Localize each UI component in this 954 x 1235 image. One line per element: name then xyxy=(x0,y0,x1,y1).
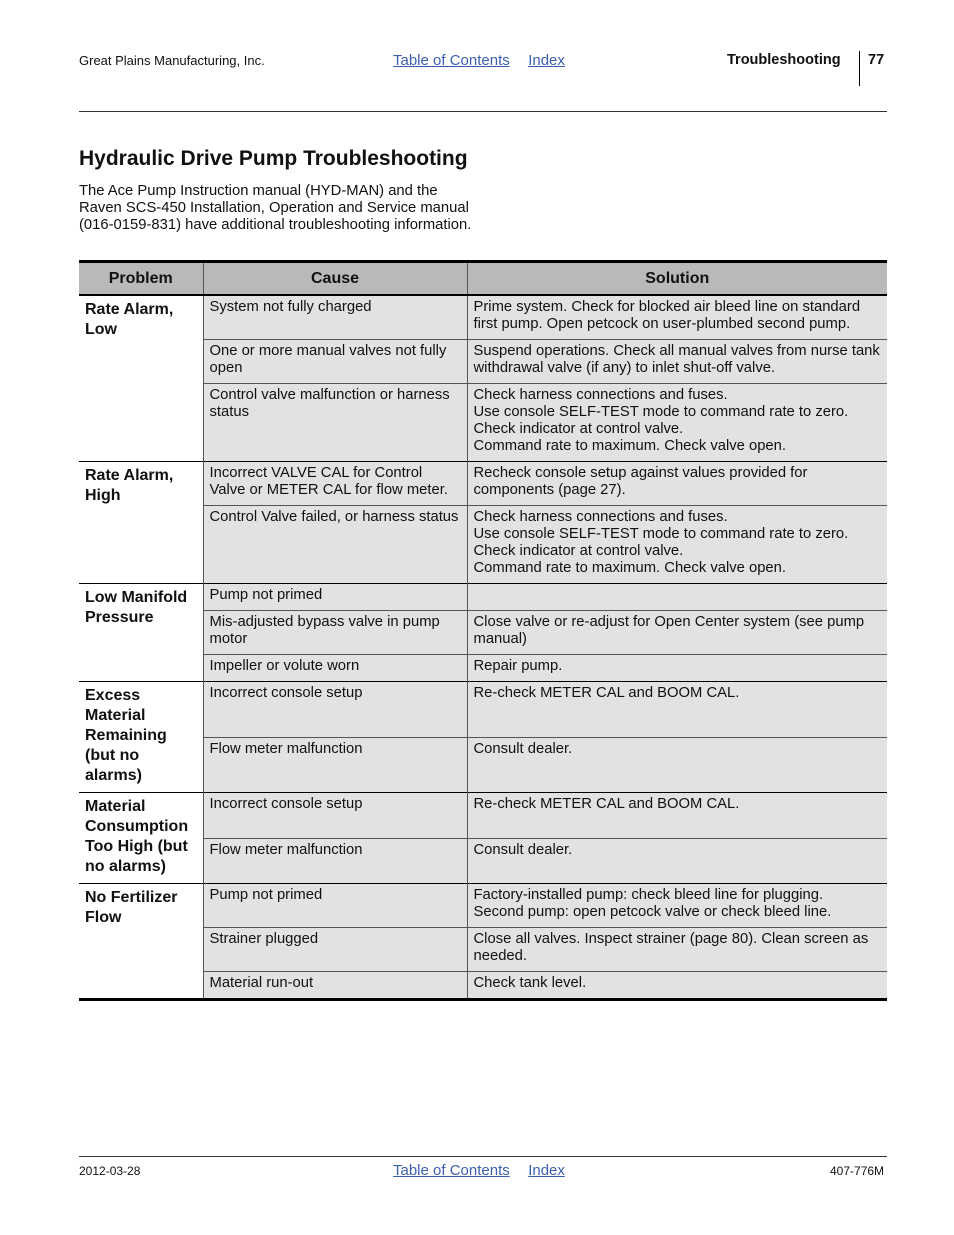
cause-cell: Control valve malfunction or harness status xyxy=(203,384,467,462)
solution-cell: Consult dealer. xyxy=(467,838,887,884)
footer-rule xyxy=(79,1156,887,1157)
intro-paragraph: The Ace Pump Instruction manual (HYD-MAN) and the Raven SCS-450 Installation, Operation and Service manual (016-0159-831) have additional troubleshooting information. xyxy=(79,183,472,233)
solution-cell: Close all valves. Inspect strainer (page 80). Clean screen as needed. xyxy=(467,928,887,972)
problem-cell: Rate Alarm, Low xyxy=(79,295,203,462)
footer-nav xyxy=(393,1162,565,1180)
problem-cell: Material Consumption Too High (but no alarms) xyxy=(79,793,203,884)
table-row xyxy=(79,584,887,611)
table-row xyxy=(79,793,887,839)
cause-cell: One or more manual valves not fully open xyxy=(203,340,467,384)
header-solution: Solution xyxy=(467,262,887,296)
cause-cell: Mis-adjusted bypass valve in pump motor xyxy=(203,611,467,655)
page-title: Hydraulic Drive Pump Troubleshooting xyxy=(79,147,468,170)
cause-cell: Incorrect VALVE CAL for Control Valve or METER CAL for flow meter. xyxy=(203,462,467,506)
table-row xyxy=(79,295,887,340)
table-of-contents-link[interactable]: Table of Contents xyxy=(393,1162,510,1179)
solution-cell: Prime system. Check for blocked air bleed line on standard first pump. Open petcock on user-plumbed second pump. xyxy=(467,295,887,340)
index-link[interactable]: Index xyxy=(528,1162,565,1179)
solution-cell: Factory-installed pump: check bleed line for plugging. Second pump: open petcock valve or check bleed line. xyxy=(467,884,887,928)
cause-cell: Pump not primed xyxy=(203,884,467,928)
solution-cell xyxy=(467,584,887,611)
cause-cell: Strainer plugged xyxy=(203,928,467,972)
solution-cell: Recheck console setup against values provided for components (page 27). xyxy=(467,462,887,506)
header-problem: Problem xyxy=(79,262,203,296)
cause-cell: Material run-out xyxy=(203,972,467,1000)
header-nav xyxy=(393,52,565,70)
solution-cell: Suspend operations. Check all manual valves from nurse tank withdrawal valve (if any) to inlet shut-off valve. xyxy=(467,340,887,384)
page-number: 77 xyxy=(868,52,885,68)
cause-cell: System not fully charged xyxy=(203,295,467,340)
document-number: 407-776M xyxy=(830,1164,885,1178)
table-row xyxy=(79,682,887,738)
cause-cell: Control Valve failed, or harness status xyxy=(203,506,467,584)
solution-cell: Repair pump. xyxy=(467,655,887,682)
table-body xyxy=(79,295,887,1000)
solution-cell: Re-check METER CAL and BOOM CAL. xyxy=(467,793,887,839)
footer-date: 2012-03-28 xyxy=(79,1164,141,1178)
solution-cell: Re-check METER CAL and BOOM CAL. xyxy=(467,682,887,738)
solution-cell: Close valve or re-adjust for Open Center system (see pump manual) xyxy=(467,611,887,655)
problem-cell: Excess Material Remaining (but no alarms) xyxy=(79,682,203,793)
solution-cell: Consult dealer. xyxy=(467,737,887,793)
cause-cell: Incorrect console setup xyxy=(203,682,467,738)
table-of-contents-link[interactable]: Table of Contents xyxy=(393,52,510,69)
cause-cell: Flow meter malfunction xyxy=(203,737,467,793)
table-row xyxy=(79,884,887,928)
section-title: Troubleshooting xyxy=(727,52,841,68)
cause-cell: Incorrect console setup xyxy=(203,793,467,839)
header-divider xyxy=(859,51,860,86)
table-header-row xyxy=(79,262,887,296)
company-name: Great Plains Manufacturing, Inc. xyxy=(79,53,265,68)
cause-cell: Pump not primed xyxy=(203,584,467,611)
solution-cell: Check tank level. xyxy=(467,972,887,1000)
troubleshooting-table xyxy=(79,260,887,1001)
problem-cell: Rate Alarm, High xyxy=(79,462,203,584)
index-link[interactable]: Index xyxy=(528,52,565,69)
solution-cell: Check harness connections and fuses. Use console SELF-TEST mode to command rate to zero. Check indicator at control valve. Command rate to maximum. Check valve open. xyxy=(467,506,887,584)
table-row xyxy=(79,462,887,506)
cause-cell: Flow meter malfunction xyxy=(203,838,467,884)
solution-cell: Check harness connections and fuses. Use console SELF-TEST mode to command rate to zero. Check indicator at control valve. Command rate to maximum. Check valve open. xyxy=(467,384,887,462)
problem-cell: Low Manifold Pressure xyxy=(79,584,203,682)
cause-cell: Impeller or volute worn xyxy=(203,655,467,682)
header-rule xyxy=(79,111,887,112)
problem-cell: No Fertilizer Flow xyxy=(79,884,203,1000)
header-cause: Cause xyxy=(203,262,467,296)
